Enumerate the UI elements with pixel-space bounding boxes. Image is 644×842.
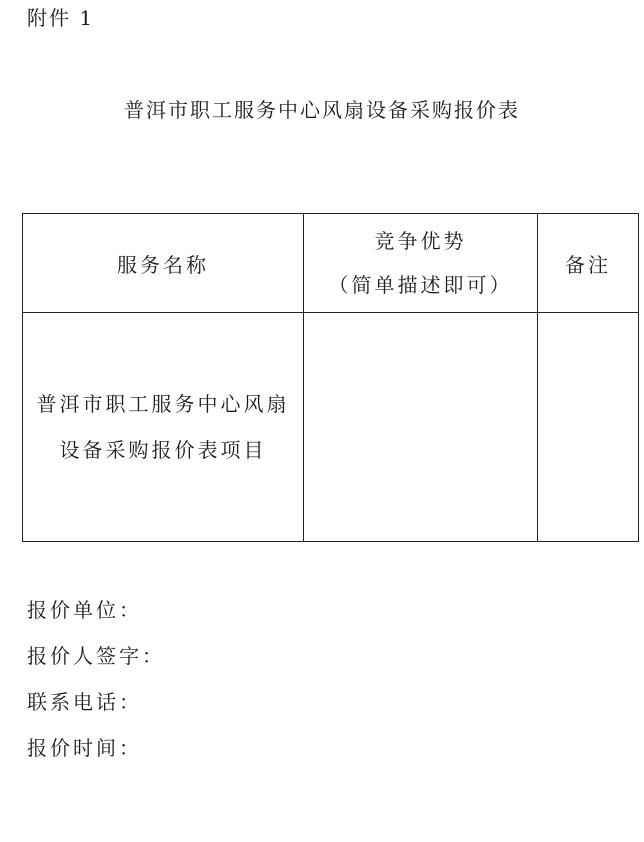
service-name-line-1: 普洱市职工服务中心风扇 [36, 392, 290, 416]
header-remark [538, 214, 639, 313]
quotation-table [22, 213, 639, 542]
cell-remark[interactable] [538, 313, 639, 542]
quoting-unit-label: 报价单位： [27, 598, 142, 622]
attachment-label: 附件 1 [27, 6, 95, 30]
table-header-row [23, 214, 639, 313]
header-advantage-label: 竞争优势 [374, 229, 467, 253]
footer-fields [27, 592, 165, 776]
contact-phone-label: 联系电话： [27, 690, 142, 714]
header-service-name [23, 214, 304, 313]
header-advantage-note: （简单描述即可） [328, 273, 513, 297]
quote-time-label: 报价时间： [27, 736, 142, 760]
document-title: 普洱市职工服务中心风扇设备采购报价表 [124, 98, 520, 122]
service-name-line-2: 设备采购报价表项目 [59, 438, 267, 462]
cell-competitive-advantage[interactable] [304, 313, 538, 542]
header-remark-label: 备注 [565, 252, 611, 277]
table-row [23, 313, 639, 542]
header-competitive-advantage [304, 214, 538, 313]
quoter-signature-label: 报价人签字： [27, 644, 165, 668]
cell-service-name [23, 313, 304, 542]
header-service-name-label: 服务名称 [117, 252, 209, 277]
